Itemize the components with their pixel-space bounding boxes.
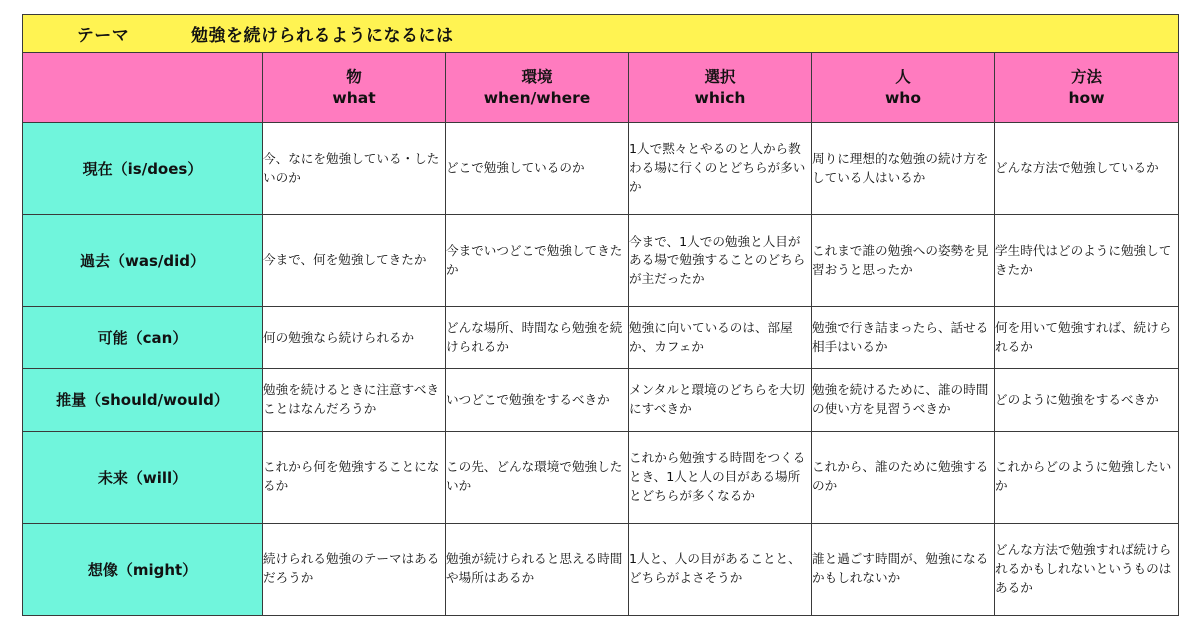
row-header-future: 未来（will） [23,431,263,523]
row-header-might: 想像（might） [23,523,263,615]
cell-present-who: 周りに理想的な勉強の続け方をしている人はいるか [812,123,995,215]
column-header-which-en: which [694,88,746,107]
cell-should-what: 勉強を続けるときに注意すべきことはなんだろうか [263,369,446,431]
cell-might-what: 続けられる勉強のテーマはあるだろうか [263,523,446,615]
table-row [23,307,1179,369]
cell-can-whenwhere: どんな場所、時間なら勉強を続けられるか [446,307,629,369]
column-header-how [995,53,1179,123]
cell-can-how: 何を用いて勉強すれば、続けられるか [995,307,1179,369]
column-header-who [812,53,995,123]
column-header-what [263,53,446,123]
column-header-who-en: who [884,88,921,107]
cell-present-what: 今、なにを勉強している・したいのか [263,123,446,215]
table-row [23,215,1179,307]
cell-can-who: 勉強で行き詰まったら、話せる相手はいるか [812,307,995,369]
cell-might-whenwhere: 勉強が続けられると思える時間や場所はあるか [446,523,629,615]
column-header-what-en: what [332,88,376,107]
cell-might-which: 1人と、人の目があることと、どちらがよさそうか [629,523,812,615]
column-header-how-en: how [1068,88,1105,107]
theme-label: テーマ [76,26,130,46]
cell-future-whenwhere: この先、どんな環境で勉強したいか [446,431,629,523]
table-row [23,369,1179,431]
column-header-who-jp: 人 [895,67,911,86]
cell-future-what: これから何を勉強することになるか [263,431,446,523]
row-header-past: 過去（was/did） [23,215,263,307]
cell-future-who: これから、誰のために勉強するのか [812,431,995,523]
column-header-how-jp: 方法 [1071,67,1103,86]
table-row [23,123,1179,215]
table-body [23,15,1179,616]
row-header-can: 可能（can） [23,307,263,369]
column-header-whenwhere-jp: 環境 [521,67,553,86]
title-row [23,15,1179,53]
cell-can-what: 何の勉強なら続けられるか [263,307,446,369]
cell-present-which: 1人で黙々とやるのと人から教わる場に行くのとどちらが多いか [629,123,812,215]
cell-future-which: これから勉強する時間をつくるとき、1人と人の目がある場所とどちらが多くなるか [629,431,812,523]
question-matrix-table [22,14,1179,616]
cell-should-which: メンタルと環境のどちらを大切にすべきか [629,369,812,431]
theme-value: 勉強を続けられるようになるには [191,26,454,46]
cell-past-whenwhere: 今までいつどこで勉強してきたか [446,215,629,307]
cell-can-which: 勉強に向いているのは、部屋か、カフェか [629,307,812,369]
cell-should-how: どのように勉強をするべきか [995,369,1179,431]
column-header-what-jp: 物 [346,67,362,86]
theme-title-cell [23,15,1179,53]
column-header-whenwhere-en: when/where [483,88,591,107]
cell-might-how: どんな方法で勉強すれば続けられるかもしれないというものはあるか [995,523,1179,615]
header-corner-cell [23,53,263,123]
row-header-should: 推量（should/would） [23,369,263,431]
cell-future-how: これからどのように勉強したいか [995,431,1179,523]
cell-should-who: 勉強を続けるために、誰の時間の使い方を見習うべきか [812,369,995,431]
cell-might-who: 誰と過ごす時間が、勉強になるかもしれないか [812,523,995,615]
cell-present-whenwhere: どこで勉強しているのか [446,123,629,215]
cell-should-whenwhere: いつどこで勉強をするべきか [446,369,629,431]
table-row [23,523,1179,615]
column-header-whenwhere [446,53,629,123]
column-header-which-jp: 選択 [704,67,736,86]
cell-past-what: 今まで、何を勉強してきたか [263,215,446,307]
cell-past-how: 学生時代はどのように勉強してきたか [995,215,1179,307]
row-header-present: 現在（is/does） [23,123,263,215]
cell-past-which: 今まで、1人での勉強と人目がある場で勉強することのどちらが主だったか [629,215,812,307]
header-row [23,53,1179,123]
cell-present-how: どんな方法で勉強しているか [995,123,1179,215]
table-row [23,431,1179,523]
cell-past-who: これまで誰の勉強への姿勢を見習おうと思ったか [812,215,995,307]
column-header-which [629,53,812,123]
